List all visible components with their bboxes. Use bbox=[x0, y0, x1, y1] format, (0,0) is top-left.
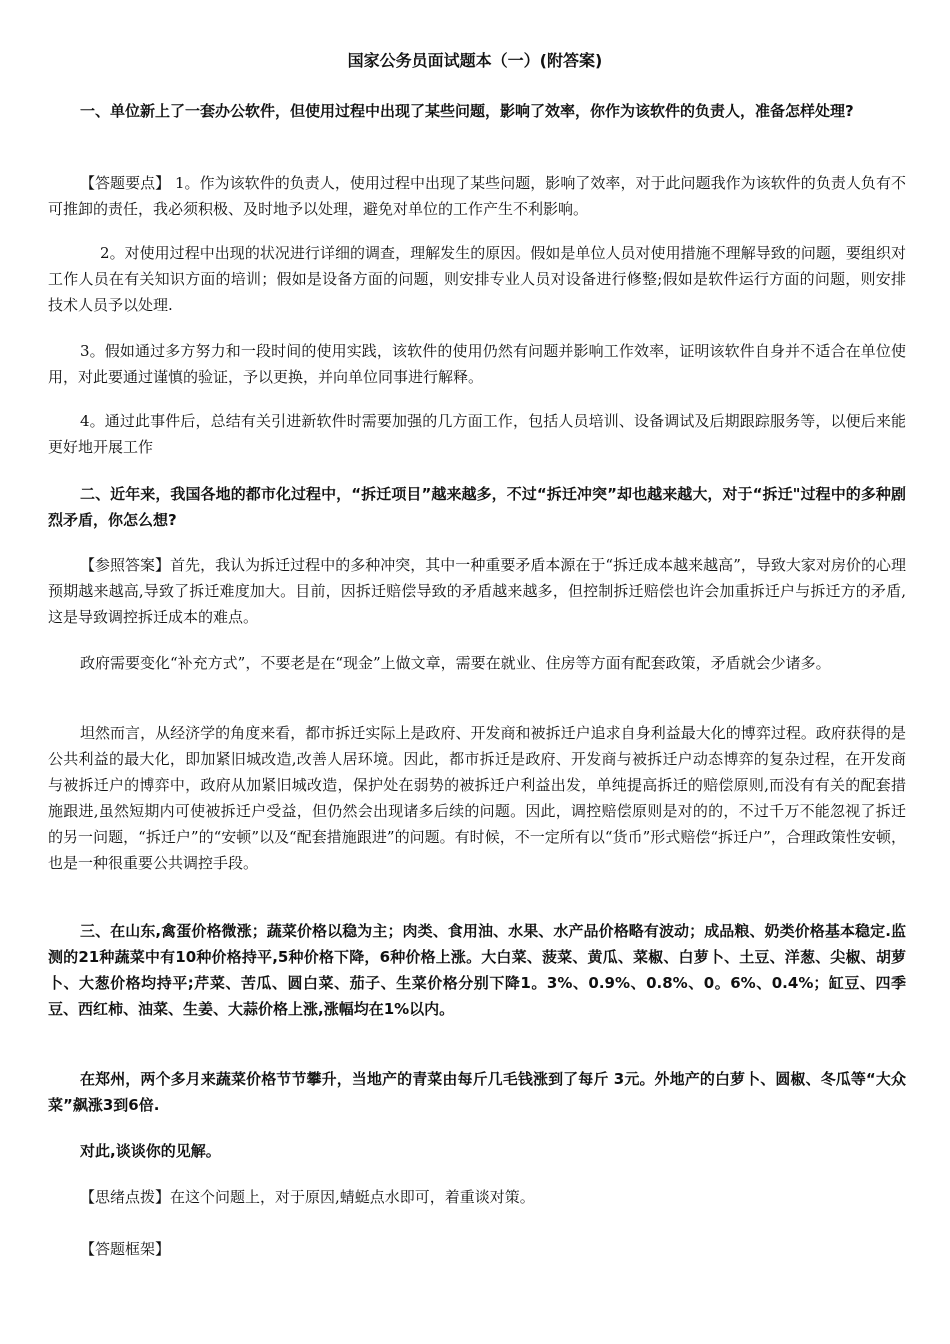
thinking-hint: 【思绪点拨】在这个问题上，对于原因,蜻蜓点水即可，着重谈对策。 bbox=[80, 1188, 535, 1206]
question-3-zhengzhou: 在郑州，两个多月来蔬菜价格节节攀升，当地产的青菜由每斤几毛钱涨到了每斤 3元。外地产的白萝卜、圆椒、冬瓜等“大众菜”飙涨3到6倍. bbox=[48, 1070, 906, 1114]
document-title: 国家公务员面试题本（一）(附答案) bbox=[347, 51, 603, 70]
question-2: 二、近年来，我国各地的都市化过程中，“拆迁项目”越来越多，不过“拆迁冲突”却也越来越大，对于“拆迁"过程中的多种剧烈矛盾，你怎么想? bbox=[48, 485, 906, 529]
answer-point-2: 2。对使用过程中出现的状况进行详细的调查，理解发生的原因。假如是单位人员对使用措施不理解导致的问题，要组织对工作人员在有关知识方面的培训；假如是设备方面的问题，则安排专业人员对设备进行修整;假如是软件运行方面的问题，则安排技术人员予以处理. bbox=[48, 244, 906, 314]
question-1: 一、单位新上了一套办公软件，但使用过程中出现了某些问题，影响了效率，你作为该软件的负责人，准备怎样处理? bbox=[80, 102, 854, 120]
question-3: 三、在山东,禽蛋价格微涨；蔬菜价格以稳为主；肉类、食用油、水果、水产品价格略有波动；成品粮、奶类价格基本稳定.监测的21种蔬菜中有10种价格持平,5种价格下降，6种价格上涨。大白菜、菠菜、黄瓜、菜椒、白萝卜、土豆、洋葱、尖椒、胡萝卜、大葱价格均持平;芹菜、苦瓜、圆白菜、茄子、生菜价格分别下降1。3%、0.9%、0.8%、0。6%、0.4%；缸豆、四季豆、西红柿、油菜、生姜、大蒜价格上涨,涨幅均在1%以内。 bbox=[48, 922, 906, 1018]
question-3-prompt: 对此,谈谈你的见解。 bbox=[80, 1142, 221, 1160]
answer-point-1: 【答题要点】 1。作为该软件的负责人，使用过程中出现了某些问题，影响了效率，对于此问题我作为该软件的负责人负有不可推卸的责任，我必须积极、及时地予以处理，避免对单位的工作产生不利影响。 bbox=[48, 174, 906, 218]
answer-framework-label: 【答题框架】 bbox=[80, 1240, 171, 1258]
answer-point-3: 3。假如通过多方努力和一段时间的使用实践，该软件的使用仍然有问题并影响工作效率，证明该软件自身并不适合在单位使用，对此要通过谨慎的验证，予以更换，并向单位同事进行解释。 bbox=[48, 342, 906, 386]
reference-answer: 【参照答案】首先，我认为拆迁过程中的多种冲突，其中一种重要矛盾本源在于“拆迁成本越来越高”，导致大家对房价的心理预期越来越高,导致了拆迁难度加大。目前，因拆迁赔偿导致的矛盾越来越多，但控制拆迁赔偿也许会加重拆迁户与拆迁方的矛盾,这是导致调控拆迁成本的难点。 bbox=[48, 556, 906, 626]
answer-paragraph-policy: 政府需要变化“补充方式”，不要老是在“现金”上做文章，需要在就业、住房等方面有配套政策，矛盾就会少诸多。 bbox=[80, 654, 831, 672]
answer-paragraph-economics: 坦然而言，从经济学的角度来看，都市拆迁实际上是政府、开发商和被拆迁户追求自身利益最大化的博弈过程。政府获得的是公共利益的最大化，即加紧旧城改造,改善人居环境。因此，都市拆迁是政府、开发商与被拆迁户动态博弈的复杂过程，在开发商与被拆迁户的博弈中，政府从加紧旧城改造，保护处在弱势的被拆迁户利益出发，单纯提高拆迁的赔偿原则,而没有有关的配套措施跟进,虽然短期内可使被拆迁户受益，但仍然会出现诸多后续的问题。因此，调控赔偿原则是对的的，不过千万不能忽视了拆迁的另一问题，“拆迁户”的“安顿”以及“配套措施跟进”的问题。有时候，不一定所有以“货币”形式赔偿“拆迁户”，合理政策性安顿，也是一种很重要公共调控手段。 bbox=[48, 724, 906, 872]
answer-point-4: 4。通过此事件后，总结有关引进新软件时需要加强的几方面工作，包括人员培训、设备调试及后期跟踪服务等，以便后来能更好地开展工作 bbox=[48, 412, 906, 456]
